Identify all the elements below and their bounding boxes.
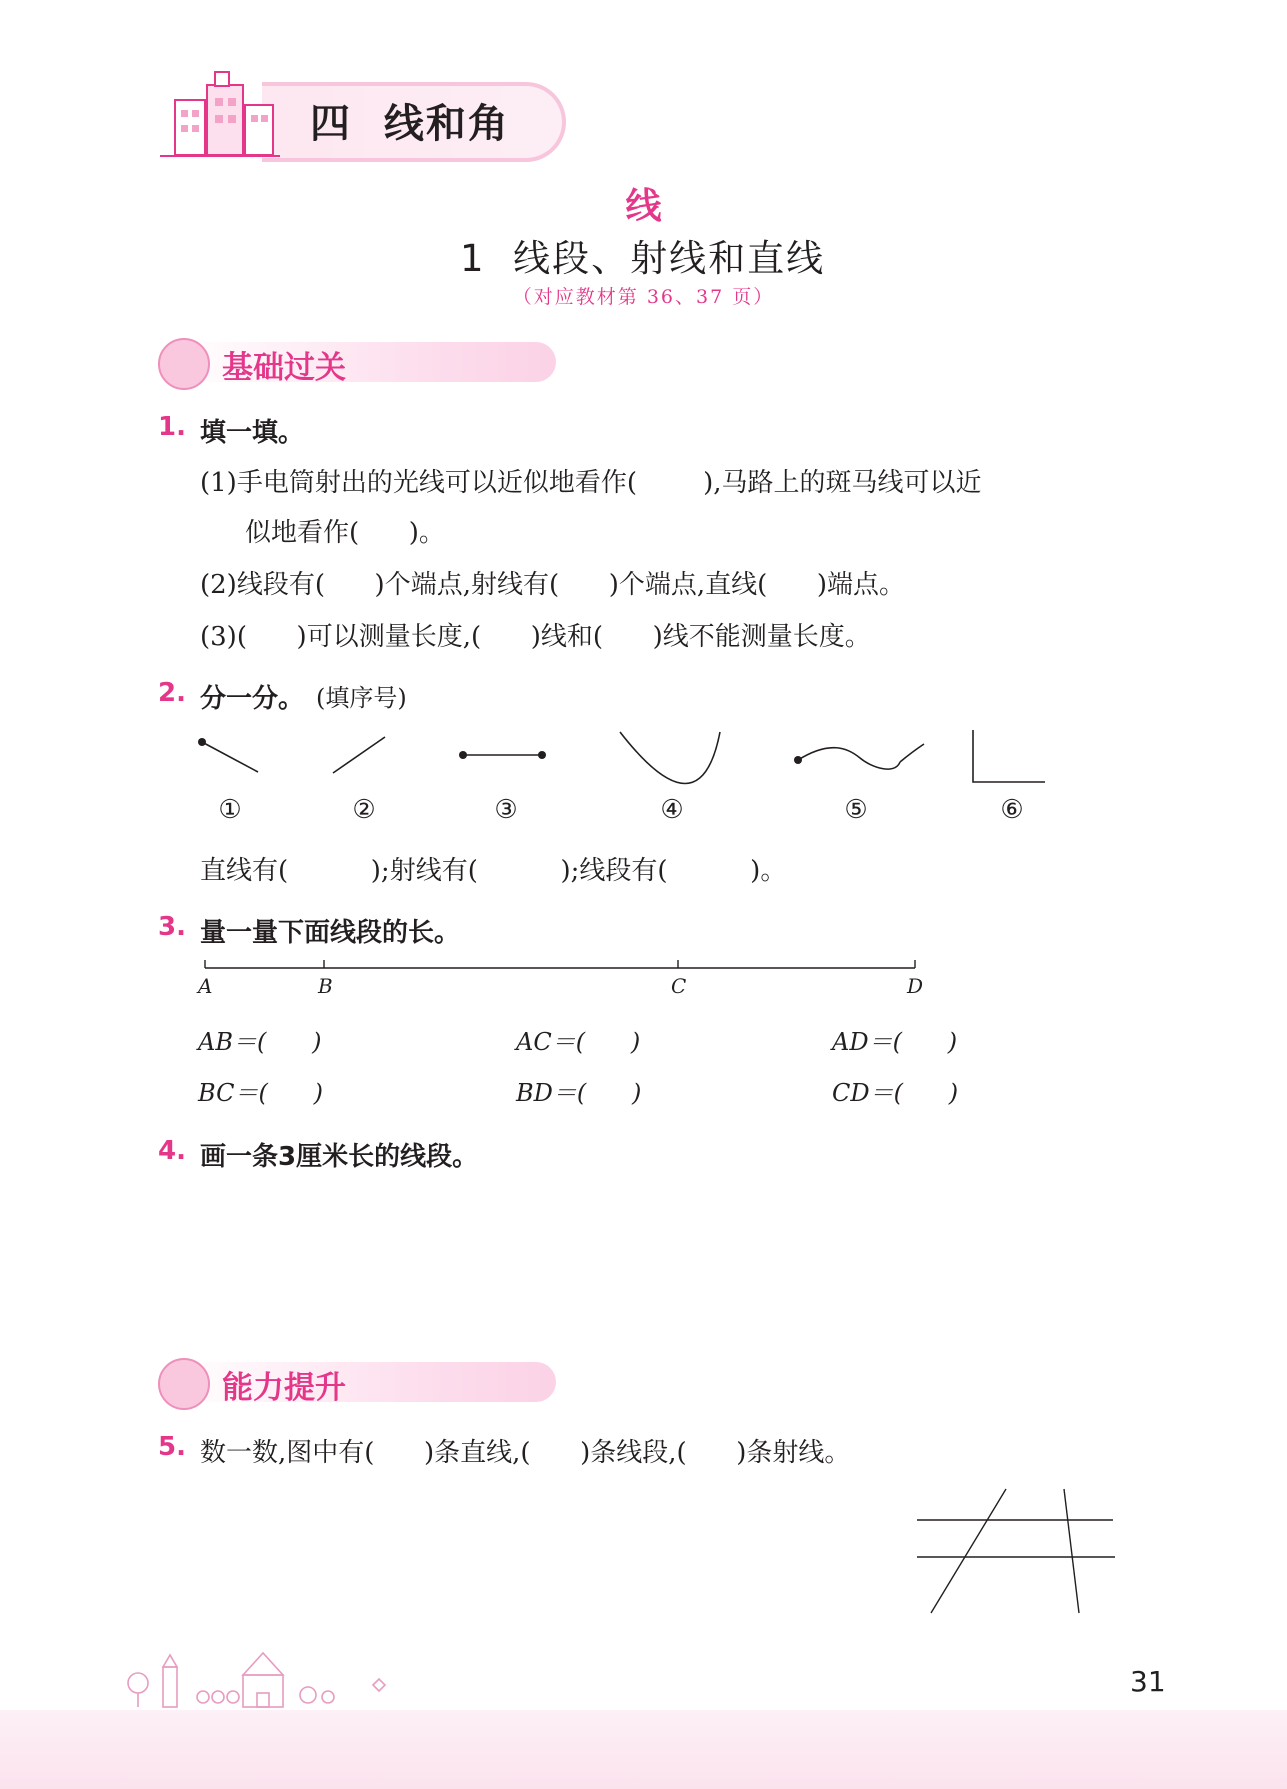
figure-2-line xyxy=(333,737,385,773)
lesson-reference: （对应教材第 36、37 页） xyxy=(512,286,775,308)
figure-label-2: ② xyxy=(352,795,376,825)
q1-line-1: (1)手电筒射出的光线可以近似地看作( ),马路上的斑马线可以近 xyxy=(200,468,982,498)
lines-figure xyxy=(900,1480,1130,1620)
q3-bd: BD＝( ) xyxy=(516,1079,642,1107)
question-title-4: 画一条3厘米长的线段。 xyxy=(200,1142,479,1172)
question-title-2: 分一分。 xyxy=(200,684,305,714)
q1-line-2: 似地看作( )。 xyxy=(245,518,445,548)
question-title-3: 量一量下面线段的长。 xyxy=(200,918,461,948)
figure-6-angle xyxy=(973,730,1045,782)
q3-ac: AC＝( ) xyxy=(516,1028,641,1056)
page-number: 31 xyxy=(1130,1665,1166,1698)
question-number-5: 5. xyxy=(158,1432,186,1462)
question-title-1: 填一填。 xyxy=(200,418,305,448)
mascot-icon xyxy=(158,1358,210,1410)
q3-ad: AD＝( ) xyxy=(832,1028,958,1056)
q2-answer-line: 直线有( );射线有( );线段有( )。 xyxy=(200,856,787,886)
question-note-2: (填序号) xyxy=(316,684,407,712)
unit-title: 线 xyxy=(625,186,662,227)
mascot-icon xyxy=(158,338,210,390)
figure-4-curve xyxy=(620,732,720,784)
figure-1-ray xyxy=(198,738,258,772)
town-icon xyxy=(118,1645,418,1715)
figure-5-wave xyxy=(794,744,924,769)
point-d: D xyxy=(907,974,924,998)
q1-line-4: (3)( )可以测量长度,( )线和( )线不能测量长度。 xyxy=(200,622,871,652)
drawing-area[interactable] xyxy=(200,1180,1100,1330)
q3-ab: AB＝( ) xyxy=(198,1028,322,1056)
q3-cd: CD＝( ) xyxy=(832,1079,959,1107)
building-icon xyxy=(155,70,285,165)
section-badge-advanced xyxy=(158,1358,578,1404)
q1-line-3: (2)线段有( )个端点,射线有( )个端点,直线( )端点。 xyxy=(200,570,905,600)
question-number-2: 2. xyxy=(158,678,186,708)
q3-bc: BC＝( ) xyxy=(198,1079,323,1107)
point-a: A xyxy=(198,974,213,998)
point-b: B xyxy=(318,974,333,998)
section-badge-basic xyxy=(158,338,578,384)
figure-label-6: ⑥ xyxy=(1000,795,1024,825)
figure-label-1: ① xyxy=(218,795,242,825)
measure-segment xyxy=(200,955,920,985)
question-number-4: 4. xyxy=(158,1136,186,1166)
lesson-title: 1 线段、射线和直线 xyxy=(460,237,826,280)
question-number-1: 1. xyxy=(158,412,186,442)
question-number-3: 3. xyxy=(158,912,186,942)
footer-band xyxy=(0,1710,1287,1789)
point-c: C xyxy=(671,974,687,998)
figure-label-5: ⑤ xyxy=(844,795,868,825)
figure-label-3: ③ xyxy=(494,795,518,825)
section-title-advanced: 能力提升 xyxy=(222,1370,346,1406)
section-title-basic: 基础过关 xyxy=(222,350,346,386)
line-figures xyxy=(180,720,1060,800)
figure-3-segment xyxy=(459,751,546,759)
chapter-title: 四 线和角 xyxy=(310,101,510,147)
question-text-5: 数一数,图中有( )条直线,( )条线段,( )条射线。 xyxy=(200,1438,851,1468)
figure-label-4: ④ xyxy=(660,795,684,825)
